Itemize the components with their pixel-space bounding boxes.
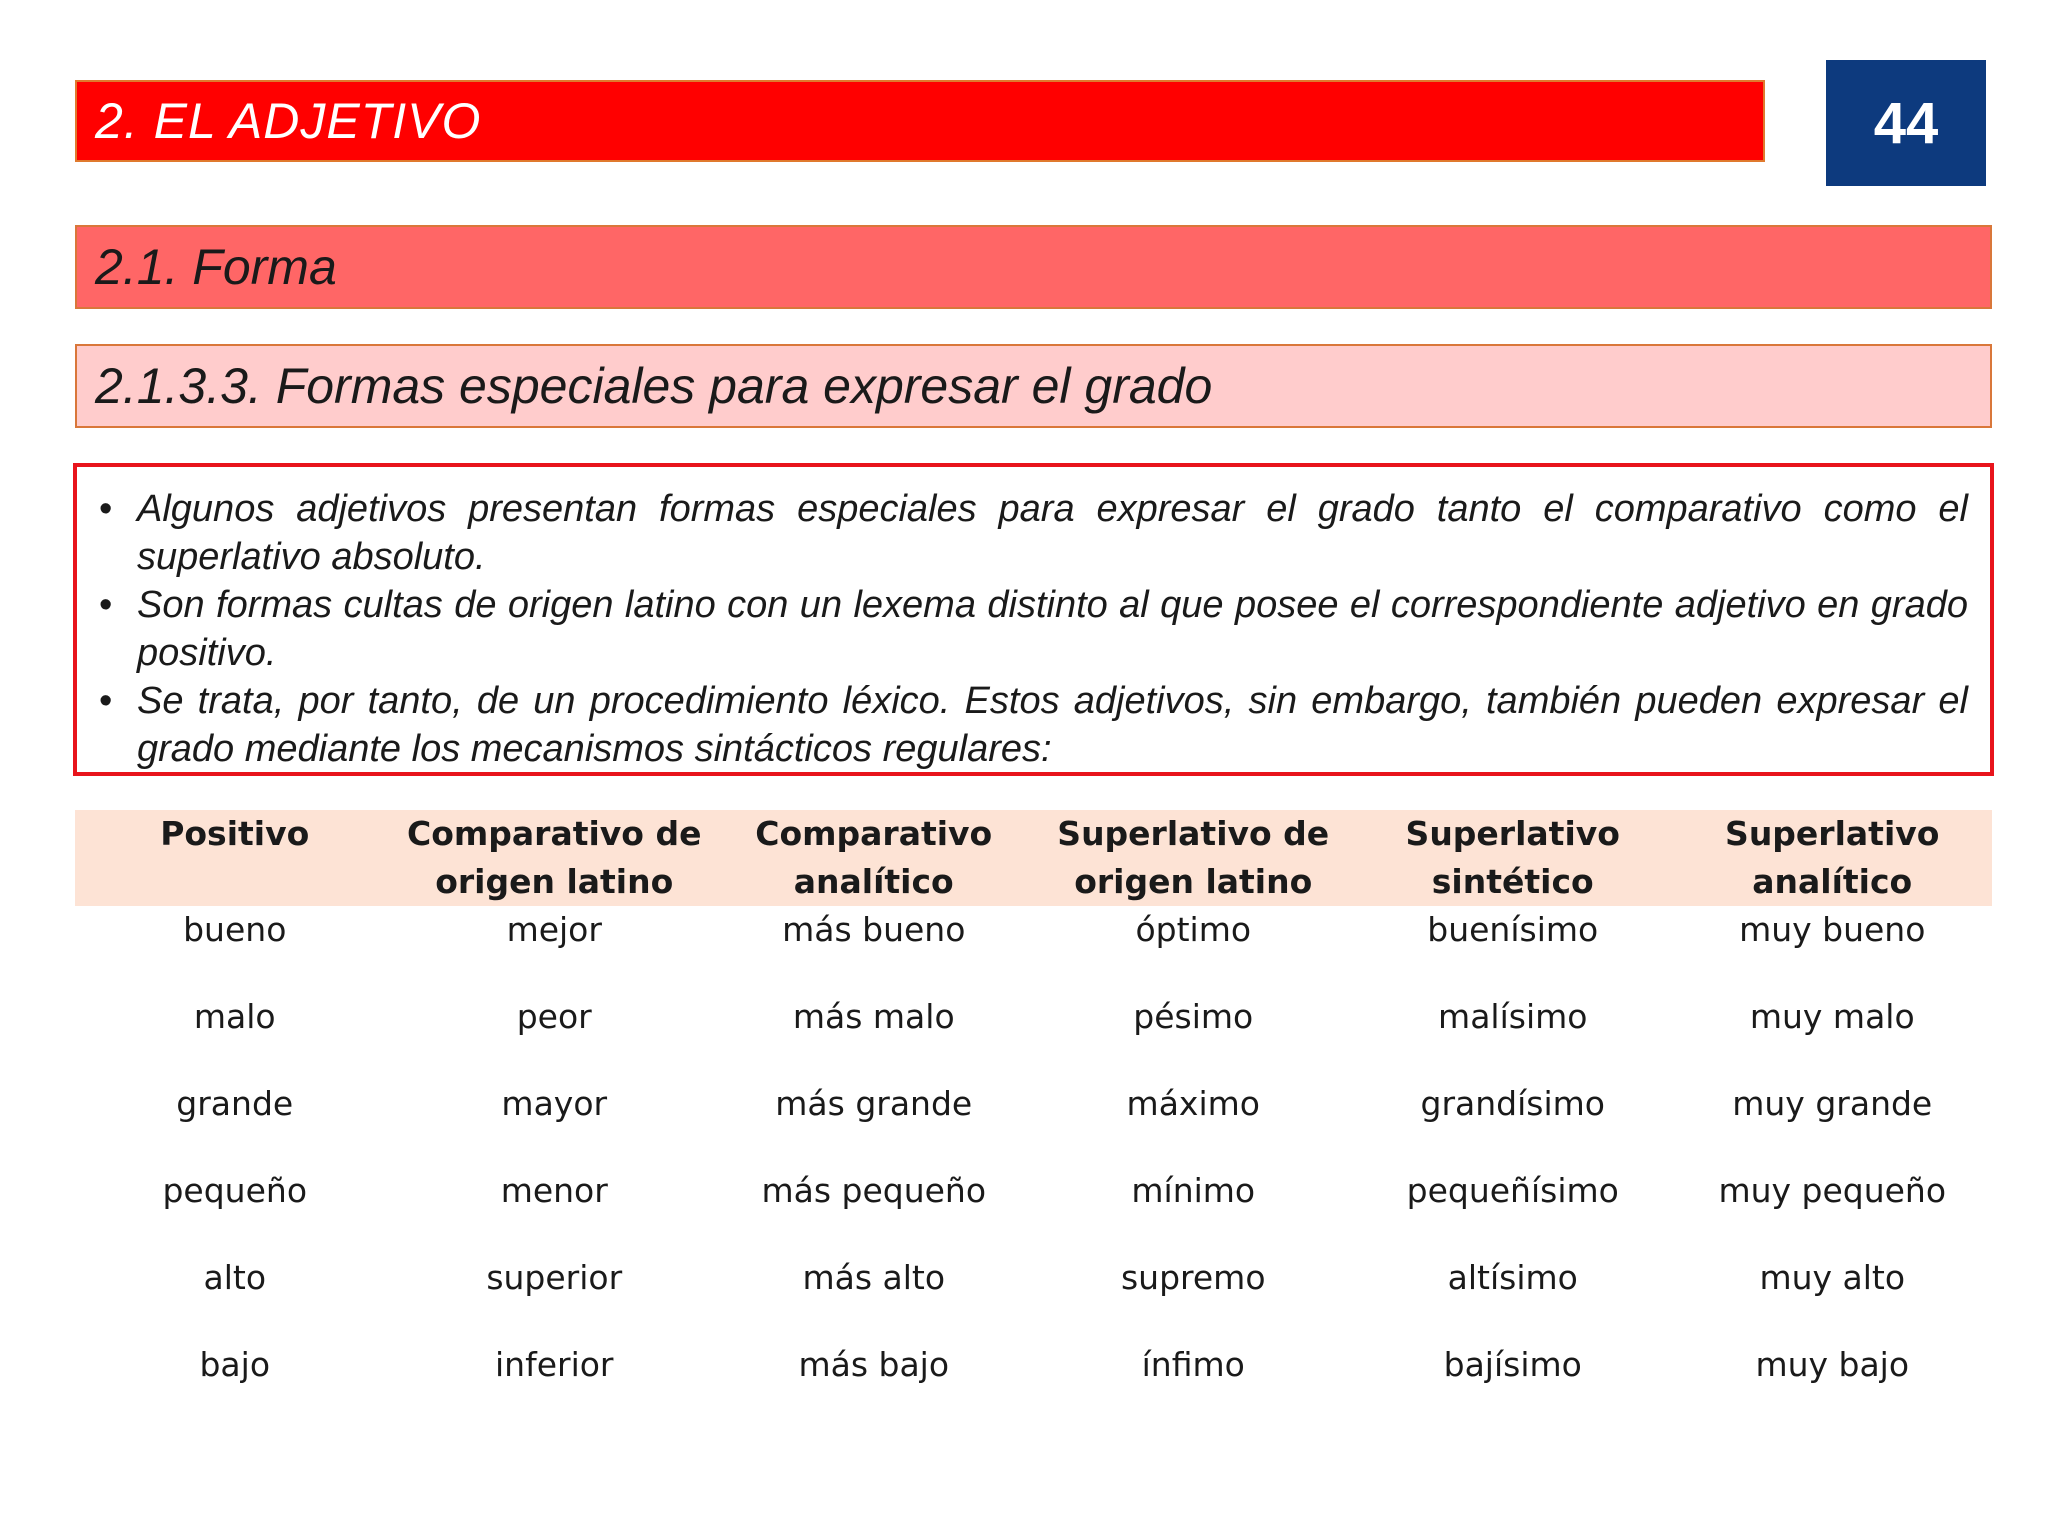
- table-cell: altísimo: [1447, 1258, 1578, 1297]
- column-header-superlativo-analitico: Superlativo analítico: [1673, 810, 1993, 906]
- table-cell: buenísimo: [1427, 910, 1599, 949]
- table-cell: más pequeño: [761, 1171, 987, 1210]
- table-cell: más malo: [792, 997, 955, 1036]
- subsection-title-bar: [75, 344, 1992, 428]
- table-cell: inferior: [495, 1345, 614, 1384]
- table-cell: malísimo: [1438, 997, 1588, 1036]
- table-cell: más bueno: [782, 910, 966, 949]
- bullet-text: Algunos adjetivos presentan formas especiales para expresar el grado tanto el comparativo como el superlativo absoluto.: [137, 488, 1968, 578]
- table-row: [75, 993, 1992, 1080]
- table-cell: pequeño: [162, 1171, 308, 1210]
- bullet-box: [73, 463, 1994, 776]
- column-header-comparativo-latino: Comparativo de origen latino: [395, 810, 715, 906]
- bullet-marker: •: [99, 680, 113, 722]
- table-cell: mejor: [506, 910, 602, 949]
- table-cell: alto: [203, 1258, 267, 1297]
- table-row: [75, 1341, 1992, 1428]
- subsection-title: 2.1.3.3. Formas especiales para expresar el grado: [95, 358, 1213, 414]
- table-cell: más bajo: [798, 1345, 950, 1384]
- table-row: [75, 1080, 1992, 1167]
- table-cell: pequeñísimo: [1406, 1171, 1619, 1210]
- table-cell: peor: [516, 997, 592, 1036]
- table-cell: ínfimo: [1141, 1345, 1245, 1384]
- section-title-bar: [75, 225, 1992, 309]
- bullet-item: [97, 485, 1968, 581]
- table-cell: bueno: [183, 910, 287, 949]
- column-header-superlativo-sintetico: Superlativo sintético: [1353, 810, 1673, 906]
- bullet-text: Son formas cultas de origen latino con un lexema distinto al que posee el correspondiente adjetivo en grado positivo.: [137, 584, 1968, 674]
- page-number: 44: [1873, 90, 1939, 156]
- bullet-marker: •: [99, 488, 113, 530]
- table-header-row: [75, 810, 1992, 906]
- column-header-positivo: Positivo: [75, 810, 395, 906]
- table-cell: bajo: [199, 1345, 271, 1384]
- bullet-item: [97, 677, 1968, 773]
- table-cell: superior: [486, 1258, 623, 1297]
- table-cell: muy bajo: [1755, 1345, 1910, 1384]
- table-cell: pésimo: [1133, 997, 1254, 1036]
- degree-forms-table: [75, 810, 1992, 1428]
- table-row: [75, 1167, 1992, 1254]
- table-cell: muy pequeño: [1718, 1171, 1947, 1210]
- table-cell: más alto: [802, 1258, 946, 1297]
- table-cell: bajísimo: [1443, 1345, 1582, 1384]
- column-header-comparativo-analitico: Comparativo analítico: [714, 810, 1034, 906]
- table-cell: más grande: [775, 1084, 973, 1123]
- table-cell: grande: [176, 1084, 294, 1123]
- table-cell: muy alto: [1759, 1258, 1906, 1297]
- table-cell: óptimo: [1135, 910, 1252, 949]
- table-cell: supremo: [1120, 1258, 1266, 1297]
- table-cell: máximo: [1126, 1084, 1260, 1123]
- table-cell: muy bueno: [1739, 910, 1926, 949]
- bullet-text: Se trata, por tanto, de un procedimiento léxico. Estos adjetivos, sin embargo, también pueden expresar el grado mediante los mecanismos sintácticos regulares:: [137, 680, 1968, 770]
- table-row: [75, 1254, 1992, 1341]
- table-cell: muy grande: [1732, 1084, 1933, 1123]
- section-title: 2.1. Forma: [95, 239, 337, 295]
- table-cell: menor: [500, 1171, 608, 1210]
- column-header-superlativo-latino: Superlativo de origen latino: [1034, 810, 1354, 906]
- table-row: [75, 906, 1992, 993]
- chapter-title-bar: [75, 80, 1765, 162]
- chapter-title: 2. EL ADJETIVO: [95, 93, 482, 149]
- bullet-marker: •: [99, 584, 113, 626]
- table-cell: grandísimo: [1420, 1084, 1605, 1123]
- page-number-badge: [1826, 60, 1986, 186]
- table-cell: malo: [193, 997, 276, 1036]
- bullet-item: [97, 581, 1968, 677]
- table-cell: mínimo: [1131, 1171, 1256, 1210]
- bullet-list: [97, 485, 1968, 773]
- table-cell: muy malo: [1749, 997, 1915, 1036]
- table-cell: mayor: [501, 1084, 608, 1123]
